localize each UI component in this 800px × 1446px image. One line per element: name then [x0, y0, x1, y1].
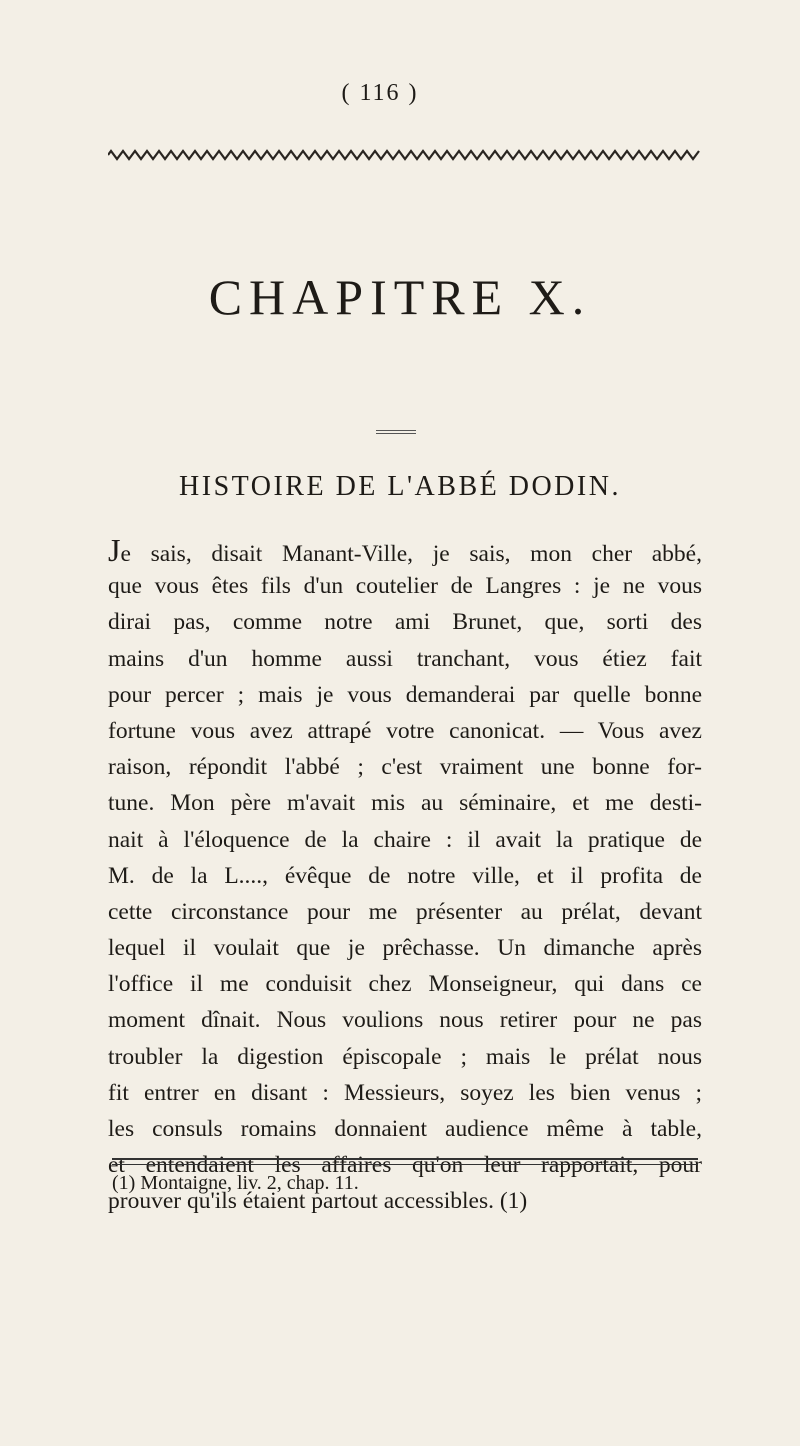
section-title: HISTOIRE DE L'ABBÉ DODIN. [179, 471, 621, 502]
text-line: mains d'un homme aussi tranchant, vous étiez fait [108, 645, 702, 672]
text-line: Je sais, disait Manant-Ville, je sais, mon cher abbé, [108, 532, 702, 568]
drop-cap: J [108, 532, 121, 568]
footnote: (1) Montaigne, liv. 2, chap. 11. [112, 1172, 359, 1194]
text-line: l'office il me conduisit chez Monseigneur, qui dans ce [108, 971, 702, 998]
text-line: troubler la digestion épiscopale ; mais le prélat nous [108, 1043, 702, 1070]
page-number: ( 116 ) [341, 80, 419, 106]
text-line: dirai pas, comme notre ami Brunet, que, sorti des [108, 609, 702, 636]
text-line: tune. Mon père m'avait mis au séminaire, et me desti- [108, 790, 702, 817]
text-line: raison, répondit l'abbé ; c'est vraiment une bonne for- [108, 754, 702, 781]
text-line: cette circonstance pour me présenter au prélat, devant [108, 898, 702, 925]
text-line: prouver qu'ils étaient partout accessibles. (1) [108, 1188, 528, 1215]
text-line: lequel il voulait que je prêchasse. Un dimanche après [108, 935, 702, 962]
body-text [108, 532, 702, 1220]
text-line: et entendaient les affaires qu'on leur rapportait, pour [108, 1152, 702, 1179]
text-line: que vous êtes fils d'un coutelier de Langres : je ne vous [108, 573, 702, 600]
chapter-title: CHAPITRE X. [208, 269, 592, 325]
text-line: moment dînait. Nous voulions nous retirer pour ne pas [108, 1007, 702, 1034]
text-line: fit entrer en disant : Messieurs, soyez les bien venus ; [108, 1079, 702, 1106]
text-line: M. de la L...., évêque de notre ville, et il profita de [108, 862, 702, 889]
text-line: pour percer ; mais je vous demanderai par quelle bonne [108, 681, 702, 708]
decorative-ornament-rule [108, 148, 700, 162]
text-line: les consuls romains donnaient audience même à table, [108, 1116, 702, 1142]
separator-rule [376, 430, 416, 434]
footnote-rule [112, 1158, 698, 1165]
text-line: nait à l'éloquence de la chaire : il avait la pratique de [108, 826, 702, 853]
text-line: fortune vous avez attrapé votre canonicat. — Vous avez [108, 717, 702, 744]
